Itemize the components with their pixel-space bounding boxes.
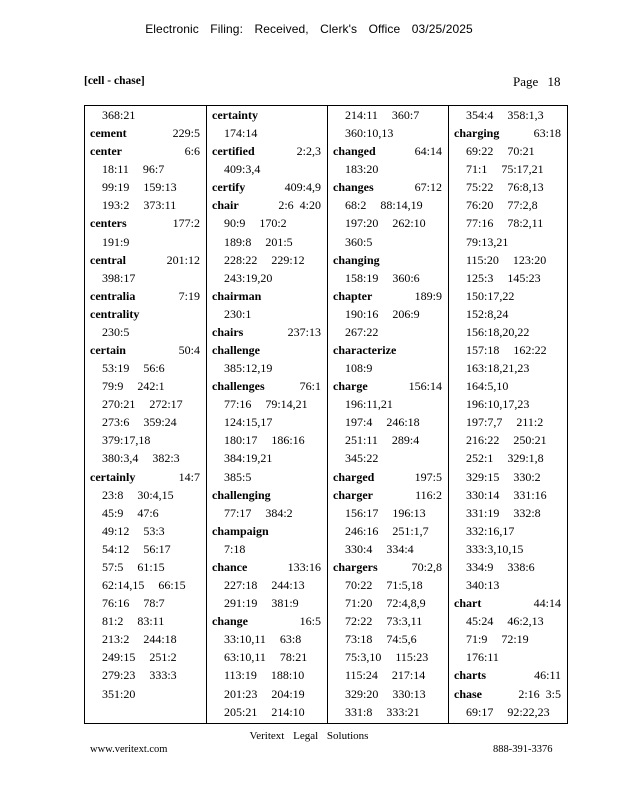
index-entry <box>449 666 567 684</box>
index-entry <box>207 106 327 124</box>
index-citation: 229:5 <box>172 126 200 141</box>
index-citation-line: 69:22 70:21 <box>466 144 535 159</box>
index-citation: 409:4,9 <box>284 180 321 195</box>
index-term: centrality <box>90 306 140 321</box>
word-index-table <box>84 105 568 724</box>
index-citation-line: 69:17 92:22,23 <box>466 704 550 719</box>
index-entry <box>85 142 206 160</box>
index-citation-line: 360:5 <box>345 234 373 249</box>
index-citation-line: 57:5 61:15 <box>102 559 165 574</box>
index-citation-line: 77:16 78:2,11 <box>466 216 544 231</box>
index-citation-line: 189:8 201:5 <box>224 234 293 249</box>
index-term: chance <box>212 559 248 574</box>
index-citation: 177:2 <box>172 216 200 231</box>
index-citation-line: 385:12,19 <box>224 361 273 376</box>
index-entry <box>207 558 327 576</box>
index-citation-line: 385:5 <box>224 469 252 484</box>
index-citation-line: 73:18 74:5,6 <box>345 632 417 647</box>
index-term: charged <box>333 469 375 484</box>
footer-company: Veritext Legal Solutions <box>249 730 369 742</box>
index-citation-line: 75:3,10 115:23 <box>345 650 429 665</box>
index-citation-line: 270:21 272:17 <box>102 397 183 412</box>
index-citation-line: 70:22 71:5,18 <box>345 578 423 593</box>
index-entry <box>328 287 448 305</box>
index-entry <box>328 377 448 395</box>
index-citation-line: 71:1 75:17,21 <box>466 162 544 177</box>
index-citation-line: 158:19 360:6 <box>345 270 420 285</box>
index-citation-line: 113:19 188:10 <box>224 668 305 683</box>
index-term: central <box>90 252 126 267</box>
index-citation-line: 75:22 76:8,13 <box>466 180 544 195</box>
index-term: center <box>90 144 122 159</box>
index-citation: 63:18 <box>533 126 561 141</box>
index-entry <box>207 612 327 630</box>
index-citation-line: 243:19,20 <box>224 270 273 285</box>
index-term: certify <box>212 180 246 195</box>
index-citation-line: 81:2 83:11 <box>102 614 165 629</box>
index-citation-line: 334:9 338:6 <box>466 559 535 574</box>
index-citation-line: 332:16,17 <box>466 523 515 538</box>
index-citation-line: 164:5,10 <box>466 379 509 394</box>
index-entry <box>207 196 327 214</box>
index-citation: 7:19 <box>178 288 200 303</box>
index-citation-line: 71:9 72:19 <box>466 632 529 647</box>
index-citation-line: 45:9 47:6 <box>102 505 159 520</box>
index-citation-line: 214:11 360:7 <box>345 108 420 122</box>
filing-stamp: Electronic Filing: Received, Clerk's Office 03/25/2025 <box>145 22 473 36</box>
index-citation-line: 251:11 289:4 <box>345 433 420 448</box>
index-entry <box>207 142 327 160</box>
index-citation-line: 380:3,4 382:3 <box>102 451 180 466</box>
index-citation-line: 368:21 <box>102 108 136 122</box>
index-term: chart <box>454 596 482 611</box>
index-citation-line: 174:14 <box>224 126 258 141</box>
index-citation-line: 99:19 159:13 <box>102 180 177 195</box>
index-citation-line: 351:20 <box>102 686 136 701</box>
index-citation-line: 230:1 <box>224 306 252 321</box>
index-entry <box>328 486 448 504</box>
index-term: chairs <box>212 324 244 339</box>
index-citation-line: 345:22 <box>345 451 379 466</box>
index-term: challenge <box>212 343 260 358</box>
index-citation-line: 267:22 <box>345 324 379 339</box>
index-column-3 <box>327 106 448 723</box>
index-entry <box>328 341 448 359</box>
index-citation-line: 68:2 88:14,19 <box>345 198 423 213</box>
index-citation: 76:1 <box>299 379 321 394</box>
index-citation-line: 249:15 251:2 <box>102 650 177 665</box>
index-entry <box>207 178 327 196</box>
index-term: certain <box>90 343 126 358</box>
index-term: charger <box>333 487 373 502</box>
index-citation-line: 77:16 79:14,21 <box>224 397 308 412</box>
index-range: [cell - chase] <box>84 75 145 87</box>
index-citation-line: 72:22 73:3,11 <box>345 614 423 629</box>
index-citation-line: 227:18 244:13 <box>224 578 305 593</box>
index-entry <box>328 142 448 160</box>
footer-phone: 888-391-3376 <box>493 744 553 755</box>
index-citation-line: 163:18,21,23 <box>466 361 530 376</box>
index-citation-line: 329:15 330:2 <box>466 469 541 484</box>
index-column-1 <box>85 106 206 723</box>
index-entry <box>85 305 206 323</box>
index-citation-line: 45:24 46:2,13 <box>466 614 544 629</box>
index-term: change <box>212 614 248 629</box>
index-citation-line: 213:2 244:18 <box>102 632 177 647</box>
index-citation-line: 331:8 333:21 <box>345 704 420 719</box>
index-citation-line: 279:23 333:3 <box>102 668 177 683</box>
index-citation-line: 196:10,17,23 <box>466 397 530 412</box>
index-entry <box>207 323 327 341</box>
index-term: centers <box>90 216 127 231</box>
index-citation: 197:5 <box>414 469 442 484</box>
index-citation: 6:6 <box>184 144 200 159</box>
index-citation-line: 79:9 242:1 <box>102 379 165 394</box>
index-citation: 70:2,8 <box>411 559 442 574</box>
index-citation-line: 246:16 251:1,7 <box>345 523 429 538</box>
index-citation-line: 53:19 56:6 <box>102 361 165 376</box>
index-citation-line: 157:18 162:22 <box>466 343 547 358</box>
index-term: changes <box>333 180 374 195</box>
index-citation-line: 330:14 331:16 <box>466 487 547 502</box>
index-citation-line: 108:9 <box>345 361 373 376</box>
index-citation: 116:2 <box>415 487 442 502</box>
index-term: certainly <box>90 469 136 484</box>
index-citation: 2:6 4:20 <box>278 198 321 213</box>
index-citation-line: 291:19 381:9 <box>224 596 299 611</box>
index-citation-line: 33:10,11 63:8 <box>224 632 302 647</box>
page-number: Page 18 <box>513 74 561 89</box>
index-citation: 46:11 <box>534 668 561 683</box>
index-citation-line: 252:1 329:1,8 <box>466 451 544 466</box>
index-citation-line: 216:22 250:21 <box>466 433 547 448</box>
index-citation-line: 76:16 78:7 <box>102 596 165 611</box>
index-entry <box>207 341 327 359</box>
index-term: cement <box>90 126 127 141</box>
index-citation: 14:7 <box>178 469 200 484</box>
index-citation-line: 331:19 332:8 <box>466 505 541 520</box>
index-citation: 50:4 <box>178 343 200 358</box>
index-citation-line: 379:17,18 <box>102 433 151 448</box>
index-term: champaign <box>212 523 269 538</box>
index-entry <box>328 251 448 269</box>
index-term: challenging <box>212 487 271 502</box>
index-citation-line: 90:9 170:2 <box>224 216 287 231</box>
index-term: centralia <box>90 288 136 303</box>
index-term: charts <box>454 668 486 683</box>
index-citation-line: 330:4 334:4 <box>345 541 414 556</box>
index-term: changing <box>333 252 380 267</box>
index-citation-line: 197:4 246:18 <box>345 415 420 430</box>
index-citation-line: 124:15,17 <box>224 415 273 430</box>
index-entry <box>85 251 206 269</box>
index-citation-line: 190:16 206:9 <box>345 306 420 321</box>
index-column-2 <box>206 106 327 723</box>
index-entry <box>85 287 206 305</box>
index-column-4 <box>448 106 567 723</box>
index-citation-line: 191:9 <box>102 234 130 249</box>
index-citation-line: 115:24 217:14 <box>345 668 426 683</box>
index-citation-line: 156:17 196:13 <box>345 505 426 520</box>
index-term: charging <box>454 126 500 141</box>
index-term: challenges <box>212 379 265 394</box>
index-citation-line: 197:7,7 211:2 <box>466 415 544 430</box>
index-citation-line: 329:20 330:13 <box>345 686 426 701</box>
index-citation-line: 7:18 <box>224 541 246 556</box>
index-citation-line: 150:17,22 <box>466 288 515 303</box>
index-citation: 44:14 <box>533 596 561 611</box>
index-entry <box>85 468 206 486</box>
index-citation-line: 273:6 359:24 <box>102 415 177 430</box>
index-citation-line: 230:5 <box>102 324 130 339</box>
index-entry <box>207 377 327 395</box>
index-citation-line: 62:14,15 66:15 <box>102 578 186 593</box>
index-citation-line: 125:3 145:23 <box>466 270 541 285</box>
index-entry <box>207 287 327 305</box>
index-term: characterize <box>333 343 397 358</box>
index-citation: 237:13 <box>287 324 321 339</box>
index-citation: 133:16 <box>287 559 321 574</box>
index-citation: 67:12 <box>414 180 442 195</box>
index-citation-line: 398:17 <box>102 270 136 285</box>
index-citation: 2:2,3 <box>296 144 321 159</box>
index-citation-line: 360:10,13 <box>345 126 394 141</box>
index-citation-line: 333:3,10,15 <box>466 541 524 556</box>
index-citation-line: 79:13,21 <box>466 234 509 249</box>
index-citation: 156:14 <box>408 379 442 394</box>
index-entry <box>328 468 448 486</box>
index-citation-line: 340:13 <box>466 578 500 593</box>
index-citation-line: 409:3,4 <box>224 162 261 177</box>
index-entry <box>449 124 567 142</box>
index-citation-line: 354:4 358:1,3 <box>466 108 544 122</box>
index-term: changed <box>333 144 376 159</box>
index-entry <box>449 685 567 703</box>
index-term: certified <box>212 144 255 159</box>
index-citation-line: 384:19,21 <box>224 451 273 466</box>
index-term: chapter <box>333 288 373 303</box>
index-term: certainty <box>212 108 258 122</box>
index-citation-line: 183:20 <box>345 162 379 177</box>
index-citation: 189:9 <box>414 288 442 303</box>
index-citation: 201:12 <box>166 252 200 267</box>
index-citation-line: 18:11 96:7 <box>102 162 165 177</box>
index-entry <box>85 124 206 142</box>
index-term: chase <box>454 686 482 701</box>
index-citation-line: 205:21 214:10 <box>224 704 305 719</box>
footer-website: www.veritext.com <box>90 744 168 755</box>
index-term: chairman <box>212 288 262 303</box>
index-entry <box>207 486 327 504</box>
index-citation-line: 196:11,21 <box>345 397 393 412</box>
index-citation-line: 193:2 373:11 <box>102 198 177 213</box>
index-entry <box>85 214 206 232</box>
index-term: chair <box>212 198 239 213</box>
index-citation-line: 115:20 123:20 <box>466 252 547 267</box>
index-citation-line: 201:23 204:19 <box>224 686 305 701</box>
index-citation-line: 23:8 30:4,15 <box>102 487 174 502</box>
index-citation-line: 49:12 53:3 <box>102 523 165 538</box>
index-citation-line: 152:8,24 <box>466 306 509 321</box>
index-citation: 16:5 <box>299 614 321 629</box>
index-citation-line: 228:22 229:12 <box>224 252 305 267</box>
index-entry <box>207 522 327 540</box>
index-citation: 64:14 <box>414 144 442 159</box>
index-citation-line: 76:20 77:2,8 <box>466 198 538 213</box>
index-entry <box>449 594 567 612</box>
index-entry <box>85 341 206 359</box>
index-citation-line: 180:17 186:16 <box>224 433 305 448</box>
index-term: charge <box>333 379 368 394</box>
index-citation-line: 176:11 <box>466 650 499 665</box>
index-citation-line: 77:17 384:2 <box>224 505 293 520</box>
index-citation-line: 156:18,20,22 <box>466 324 530 339</box>
index-entry <box>328 178 448 196</box>
index-citation-line: 54:12 56:17 <box>102 541 171 556</box>
index-citation: 2:16 3:5 <box>518 686 561 701</box>
index-citation-line: 71:20 72:4,8,9 <box>345 596 426 611</box>
index-citation-line: 197:20 262:10 <box>345 216 426 231</box>
index-citation-line: 63:10,11 78:21 <box>224 650 308 665</box>
index-term: chargers <box>333 559 378 574</box>
index-entry <box>328 558 448 576</box>
